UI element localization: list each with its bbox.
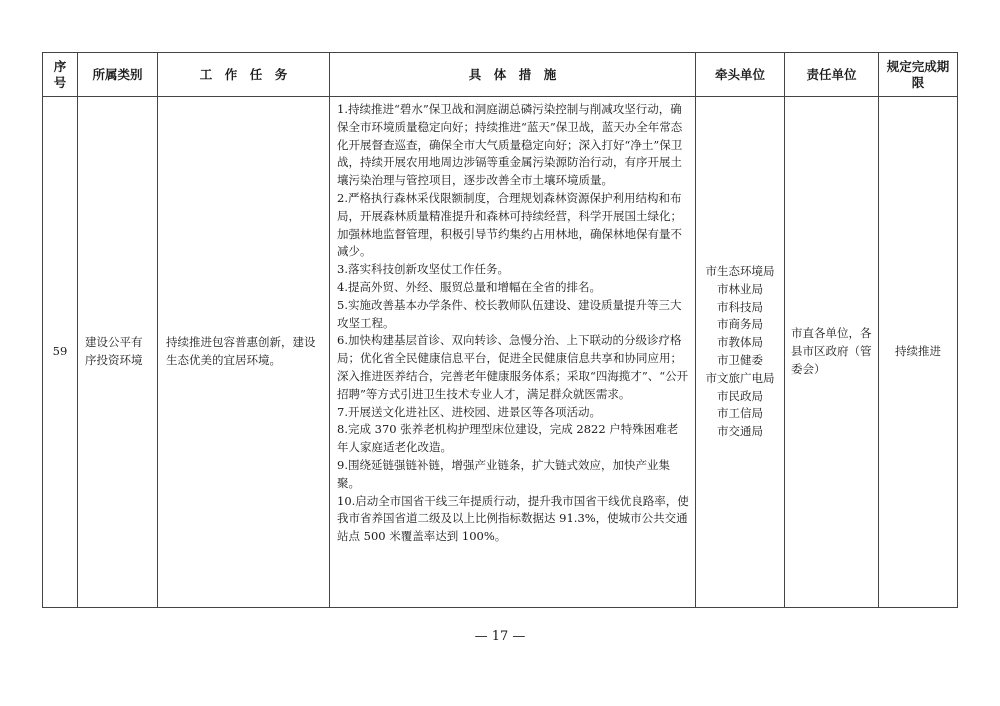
lead-unit: 市商务局 [717, 317, 763, 332]
row-responsible-units: 市直各单位，各县市区政府（管委会） [785, 97, 879, 608]
measure-item: 2.严格执行森林采伐限额制度，合理规划森林资源保护利用结构和布局，开展森林质量精准提升和森林可持续经营，科学开展国土绿化；加强林地监督管理，积极引导节约集约占用林地，确保林地保有量不减少。 [337, 190, 682, 259]
measure-item: 6.加快构建基层首诊、双向转诊、急慢分治、上下联动的分级诊疗格局；优化省全民健康信息平台，促进全民健康信息共享和协同应用；深入推进医养结合，完善老年健康服务体系；采取“四海揽才”、“公开招聘”等方式引进卫生技术专业人才，满足群众就医需求。 [337, 333, 689, 401]
header-responsible-unit: 责任单位 [785, 53, 879, 97]
lead-unit: 市科技局 [717, 299, 763, 314]
lead-unit: 市工信局 [717, 406, 763, 421]
measure-item: 7.开展送文化进社区、进校园、进景区等各项活动。 [337, 404, 601, 419]
measure-item: 8.完成 370 张养老机构护理型床位建设，完成 2822 户特殊困难老年人家庭适老化改造。 [337, 422, 679, 455]
row-lead-units [696, 97, 785, 608]
page-number: — 17 — [474, 629, 526, 644]
row-number: 59 [43, 97, 78, 608]
table-row [43, 97, 958, 608]
lead-unit: 市交通局 [717, 424, 763, 439]
lead-unit: 市林业局 [717, 281, 763, 296]
task-table [42, 52, 958, 608]
header-task: 工 作 任 务 [158, 53, 330, 97]
measure-item: 10.启动全市国省干线三年提质行动，提升我市国省干线优良路率，使我市省养国省道二级及以上比例指标数据达 91.3%，使城市公共交通站点 500 米覆盖率达到 100%。 [337, 493, 689, 544]
lead-unit: 市生态环境局 [705, 264, 775, 279]
row-category: 建设公平有序投资环境 [78, 97, 158, 608]
lead-unit: 市卫健委 [717, 353, 763, 367]
header-category: 所属类别 [78, 53, 158, 97]
measure-item: 1.持续推进“碧水”保卫战和洞庭湖总磷污染控制与削减攻坚行动，确保全市环境质量稳定向好；持续推进“蓝天”保卫战，蓝天办全年常态化开展督查巡查，确保全市大气质量稳定向好；深入打好“净土”保卫战，持续开展农用地周边涉镉等重金属污染源防治行动，有序开展土壤污染治理与管控项目，逐步改善全市土壤环境质量。 [337, 102, 683, 188]
header-deadline: 规定完成期限 [879, 53, 958, 97]
measure-item: 5.实施改善基本办学条件、校长教师队伍建设、建设质量提升等三大攻坚工程。 [337, 297, 682, 330]
lead-unit: 市民政局 [717, 388, 763, 403]
measure-item: 9.围绕延链强链补链，增强产业链条，扩大链式效应，加快产业集聚。 [337, 457, 670, 490]
measure-item: 3.落实科技创新攻坚仗工作任务。 [337, 262, 509, 277]
row-task: 持续推进包容普惠创新，建设生态优美的宜居环境。 [158, 97, 330, 608]
header-no: 序 号 [43, 53, 78, 97]
lead-unit: 市文旅广电局 [705, 370, 775, 385]
measure-item: 4.提高外贸、外经、服贸总量和增幅在全省的排名。 [337, 279, 601, 294]
row-deadline: 持续推进 [879, 97, 958, 608]
lead-unit: 市教体局 [717, 335, 763, 350]
row-measures [330, 97, 696, 608]
header-row [43, 53, 958, 97]
header-measures: 具 体 措 施 [330, 53, 696, 97]
header-lead-unit: 牵头单位 [696, 53, 785, 97]
